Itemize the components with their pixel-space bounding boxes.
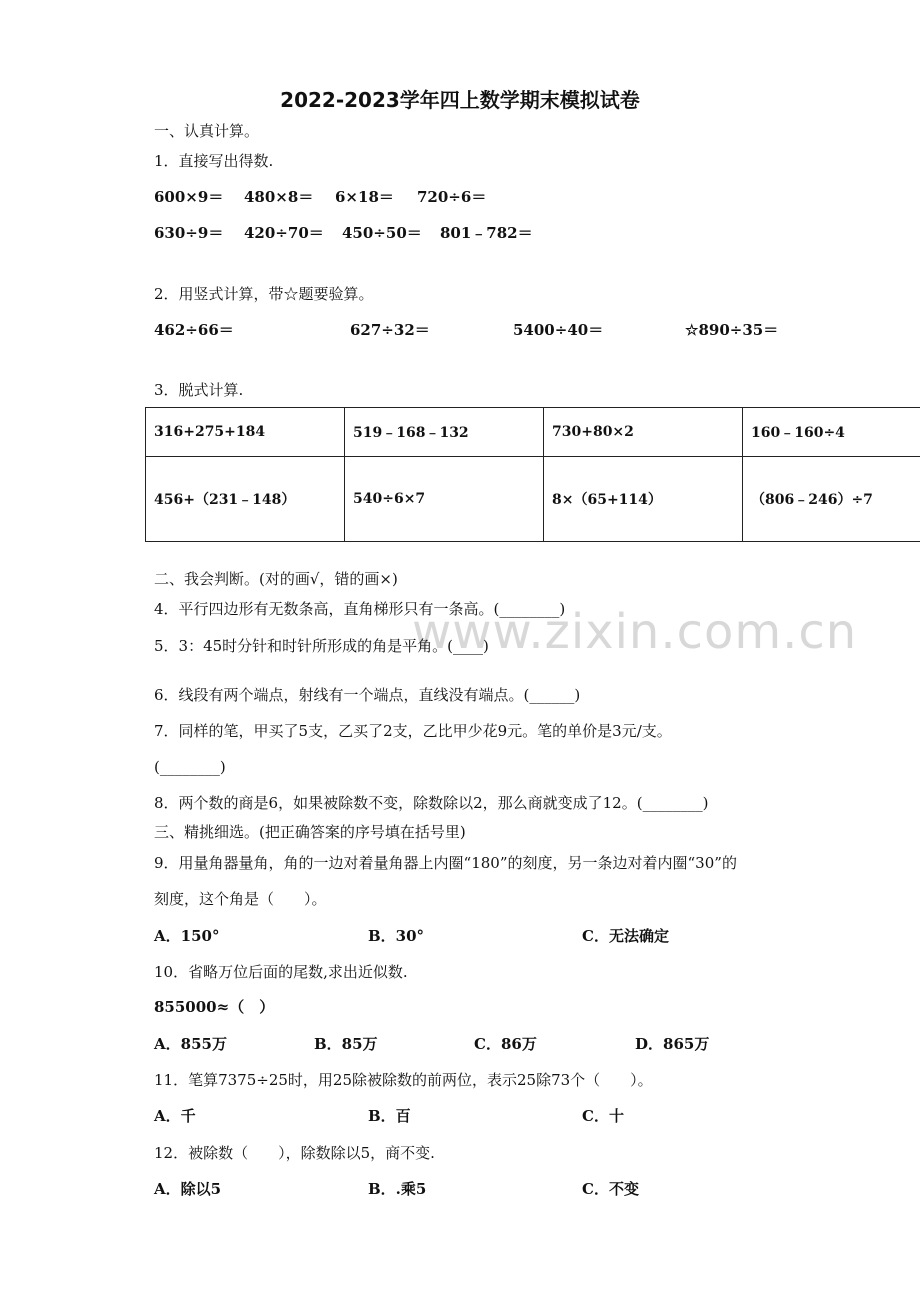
q1-item: 600×9＝ bbox=[154, 188, 224, 206]
option: C．86万 bbox=[474, 1035, 537, 1053]
q3-table bbox=[145, 407, 920, 542]
table-cell: 456+（231﹣148） bbox=[146, 457, 345, 542]
option: C．十 bbox=[582, 1107, 624, 1125]
table-row bbox=[146, 457, 920, 542]
option: B．百 bbox=[368, 1107, 411, 1125]
page-title: 2022-2023学年四上数学期末模拟试卷 bbox=[280, 88, 640, 112]
option: C．不变 bbox=[582, 1180, 639, 1198]
q2-label: 2．用竖式计算，带☆题要验算。 bbox=[154, 285, 374, 303]
question-11: 11．笔算7375÷25时，用25除被除数的前两位，表示25除73个（ ）。 bbox=[154, 1071, 653, 1089]
question-9-cont: 刻度，这个角是（ ）。 bbox=[154, 890, 327, 908]
section2-heading: 二、我会判断。(对的画√，错的画×) bbox=[154, 570, 398, 588]
option: D．865万 bbox=[635, 1035, 710, 1053]
option: A．855万 bbox=[154, 1035, 227, 1053]
table-cell: 8×（65+114） bbox=[544, 457, 743, 542]
q2-item: 462÷66＝ bbox=[154, 321, 234, 339]
q1-item: 480×8＝ bbox=[244, 188, 314, 206]
table-cell: 160﹣160÷4 bbox=[743, 408, 920, 457]
table-cell: （806﹣246）÷7 bbox=[743, 457, 920, 542]
question-10: 10．省略万位后面的尾数,求出近似数. bbox=[154, 963, 408, 981]
section1-heading: 一、认真计算。 bbox=[154, 122, 260, 140]
question-8: 8．两个数的商是6，如果被除数不变，除数除以2，那么商就变成了12。(________) bbox=[154, 794, 709, 812]
option: A．150° bbox=[154, 927, 220, 945]
q1-item: 6×18＝ bbox=[335, 188, 394, 206]
question-9: 9．用量角器量角，角的一边对着量角器上内圈“180”的刻度，另一条边对着内圈“30”的 bbox=[154, 854, 737, 872]
question-7-answer: (________) bbox=[154, 758, 226, 776]
question-10-cont: 855000≈（ ） bbox=[154, 998, 275, 1016]
section3-heading: 三、精挑细选。(把正确答案的序号填在括号里) bbox=[154, 823, 466, 841]
q3-label: 3．脱式计算. bbox=[154, 381, 244, 399]
question-7: 7．同样的笔，甲买了5支，乙买了2支，乙比甲少花9元。笔的单价是3元/支。 bbox=[154, 722, 672, 740]
q2-item: 627÷32＝ bbox=[350, 321, 430, 339]
question-5: 5．3：45时分针和时针所形成的角是平角。(____) bbox=[154, 637, 489, 655]
q1-item: 720÷6＝ bbox=[417, 188, 487, 206]
watermark: www.zixin.com.cn bbox=[412, 604, 858, 660]
question-12: 12．被除数（ ），除数除以5，商不变. bbox=[154, 1144, 435, 1162]
option: A．千 bbox=[154, 1107, 196, 1125]
q1-item: 420÷70＝ bbox=[244, 224, 324, 242]
table-cell: 540÷6×7 bbox=[345, 457, 544, 542]
table-row bbox=[146, 408, 920, 457]
option: B．85万 bbox=[314, 1035, 378, 1053]
table-cell: 519﹣168﹣132 bbox=[345, 408, 544, 457]
q1-item: 630÷9＝ bbox=[154, 224, 224, 242]
table-cell: 730+80×2 bbox=[544, 408, 743, 457]
q1-label: 1．直接写出得数. bbox=[154, 152, 274, 170]
option: B．.乘5 bbox=[368, 1180, 427, 1198]
q2-item: 5400÷40＝ bbox=[513, 321, 604, 339]
q2-item: ☆890÷35＝ bbox=[685, 321, 779, 339]
question-4: 4．平行四边形有无数条高，直角梯形只有一条高。(________) bbox=[154, 600, 566, 618]
option: A．除以5 bbox=[154, 1180, 222, 1198]
q1-item: 801﹣782＝ bbox=[440, 224, 533, 242]
question-6: 6．线段有两个端点，射线有一个端点，直线没有端点。(______) bbox=[154, 686, 581, 704]
table-cell: 316+275+184 bbox=[146, 408, 345, 457]
q1-item: 450÷50＝ bbox=[342, 224, 422, 242]
option: B．30° bbox=[368, 927, 425, 945]
option: C．无法确定 bbox=[582, 927, 669, 945]
